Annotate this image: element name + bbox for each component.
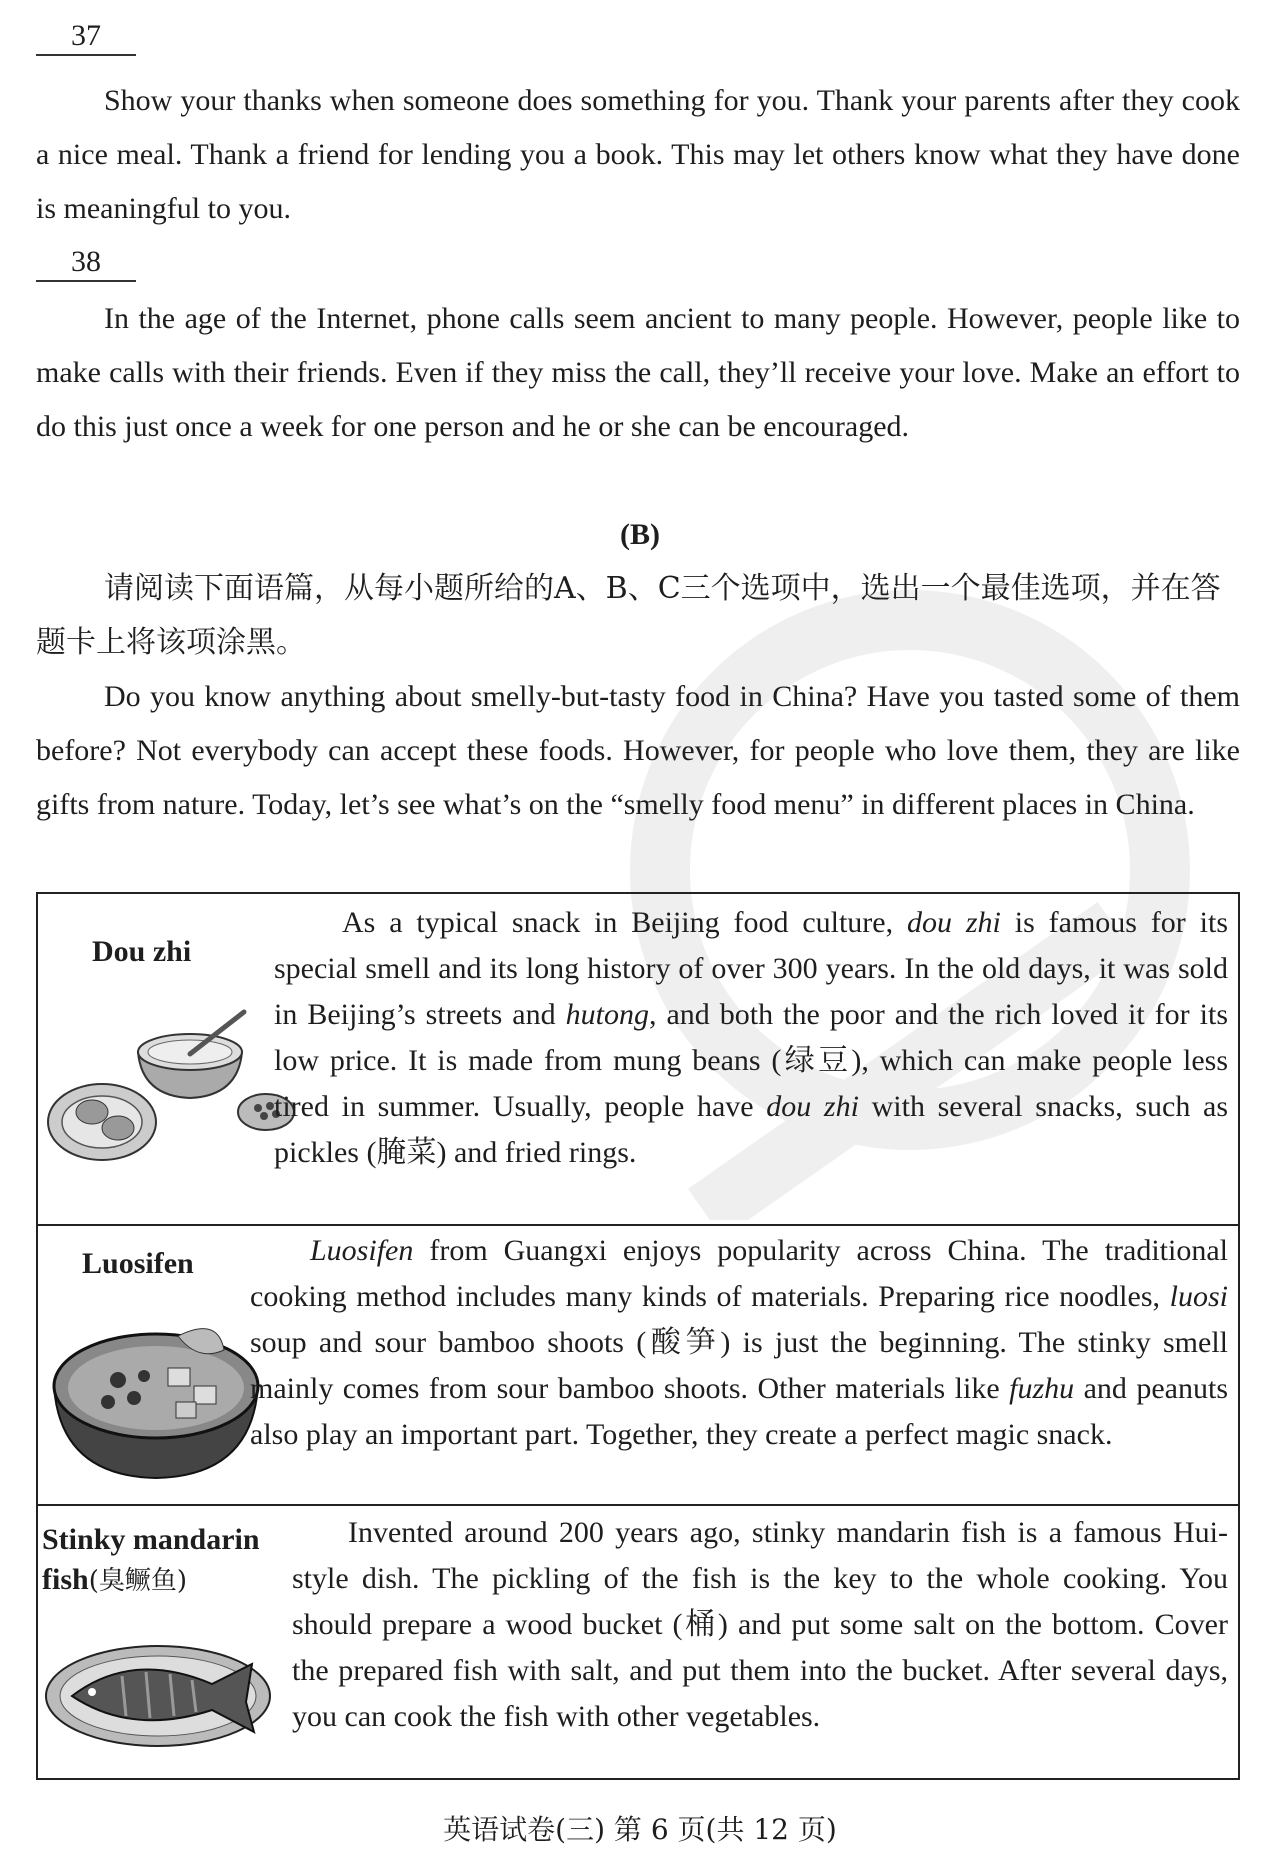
food-name-chinese: (臭鳜鱼) xyxy=(88,1566,187,1596)
section-b-intro: Do you know anything about smelly-but-tasty food in China? Have you tasted some of them before? Not everybody can accept these foods. However, for people who love them, they are like gifts from nature. Today, let’s see what’s on the “smelly food menu” in different places in China. xyxy=(36,680,1240,821)
menu-row-stinky-mandarin-fish xyxy=(38,1504,1238,1778)
page-footer: 英语试卷(三) 第 6 页(共 12 页) xyxy=(443,1813,837,1846)
food-name: Luosifen xyxy=(82,1247,194,1280)
bowl-of-soy-milk-icon xyxy=(44,1004,302,1184)
food-description: Invented around 200 years ago, stinky mandarin fish is a famous Hui-style dish. The pickling of the fish is the key to the whole cooking. You should prepare a wood bucket (桶) and put some salt on the bottom. Cover the prepared fish with salt, and put them into the bucket. After several days, you can cook the fish with other vegetables. xyxy=(292,1516,1228,1733)
smelly-food-menu xyxy=(36,892,1240,1780)
section-b-title: (B) xyxy=(620,518,660,551)
fish-plate-icon xyxy=(42,1632,274,1754)
question-38-number: 38 xyxy=(36,244,136,282)
menu-row-luosifen xyxy=(38,1224,1238,1504)
section-b-instruction: 请阅读下面语篇，从每小题所给的A、B、C三个选项中，选出一个最佳选项，并在答题卡上将该项涂黑。 xyxy=(36,571,1221,660)
noodle-bowl-icon xyxy=(48,1306,264,1486)
question-38-paragraph: In the age of the Internet, phone calls seem ancient to many people. However, people like to make calls with their friends. Even if they miss the call, they’ll receive your love. Make an effort to do this just once a week for one person and he or she can be encouraged. xyxy=(36,302,1240,443)
food-description: Luosifen from Guangxi enjoys popularity across China. The traditional cooking method includes many kinds of materials. Preparing rice noodles, luosi soup and sour bamboo shoots (酸笋) is just the beginning. The stinky smell mainly comes from sour bamboo shoots. Other materials like fuzhu and peanuts also play an important part. Together, they create a perfect magic snack. xyxy=(250,1234,1228,1451)
food-description: As a typical snack in Beijing food culture, dou zhi is famous for its special smell and its long history of over 300 years. In the old days, it was sold in Beijing’s streets and hutong, and both the poor and the rich loved it for its low price. It is made from mung beans (绿豆), which can make people less tired in summer. Usually, people have dou zhi with several snacks, such as pickles (腌菜) and fried rings. xyxy=(274,906,1229,1169)
question-37-number: 37 xyxy=(36,18,136,56)
menu-row-dou-zhi xyxy=(38,894,1238,1224)
food-name: Stinky mandarin fish(臭鳜鱼) xyxy=(42,1523,260,1596)
food-name: Dou zhi xyxy=(92,935,192,968)
question-37-paragraph: Show your thanks when someone does something for you. Thank your parents after they cook a nice meal. Thank a friend for lending you a book. This may let others know what they have done is meaningful to you. xyxy=(36,84,1240,225)
